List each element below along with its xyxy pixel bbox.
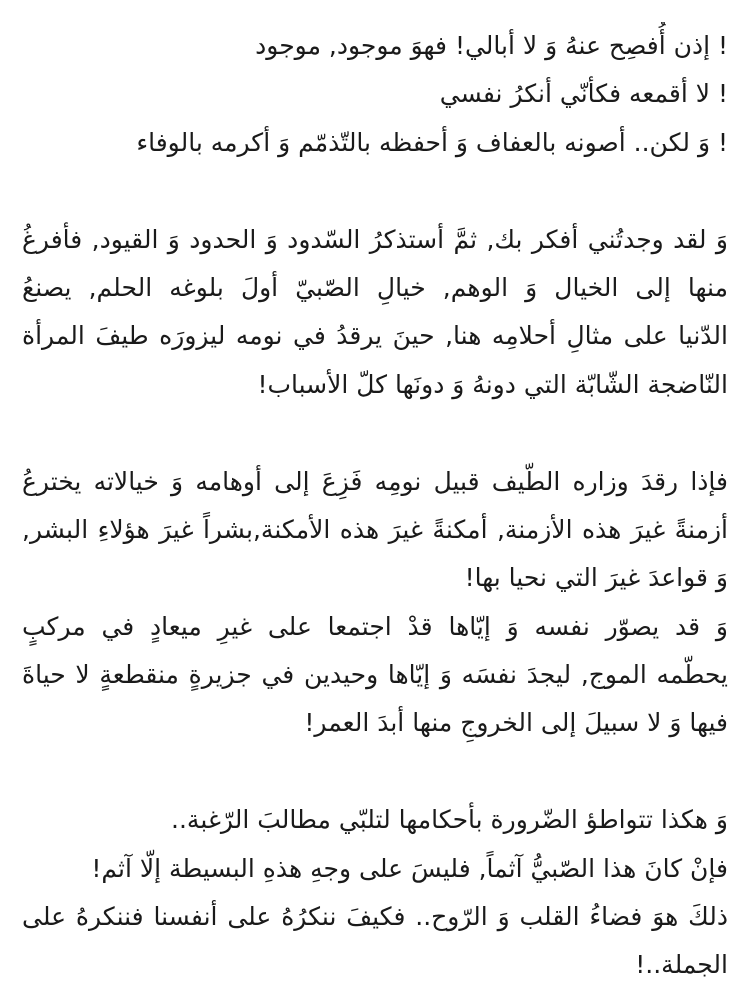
text-line: الدّنيا على مثالِ أحلامِه هنا, حينَ يرقدُ في نومه ليزورَه طيفَ المرأة bbox=[22, 321, 728, 351]
text-line: وَ هكذا تتواطؤ الضّرورة بأحكامها لتلبّي مطالبَ الرّغبة.. bbox=[171, 805, 728, 835]
text-line: فإذا رقدَ وزاره الطّيف قبيل نومِه فَزِعَ إلى أوهامه وَ خيالاته يخترعُ bbox=[22, 466, 728, 496]
paragraph-spacer bbox=[22, 409, 728, 457]
text-line: فيها وَ لا سبيلَ إلى الخروجِ منها أبدَ العمر! bbox=[304, 708, 728, 738]
text-line: ! لا أقمعه فكأنّي أنكرُ نفسي bbox=[439, 79, 728, 109]
text-line: النّاضجة الشّابّة التي دونهُ وَ دونَها كلّ الأسباب! bbox=[257, 369, 728, 399]
text-line: منها إلى الخيال وَ الوهم, خيالِ الصّبيّ أولَ بلوغه الحلم, يصنعُ bbox=[22, 272, 728, 302]
text-line: يحطّمه الموج, ليجدَ نفسَه وَ إيّاها وحيدين في جزيرةٍ منقطعةٍ لا حياةَ bbox=[22, 660, 728, 690]
article-text bbox=[22, 22, 728, 990]
paragraph-3 bbox=[22, 458, 728, 748]
text-line: فإنْ كانَ هذا الصّبيُّ آثماً, فليسَ على وجهِ هذهِ البسيطة إلّا آثم! bbox=[91, 853, 728, 883]
text-line: وَ قد يصوّر نفسه وَ إيّاها قدْ اجتمعا على غيرِ ميعادٍ في مركبٍ bbox=[22, 611, 728, 641]
text-line: الجملة..! bbox=[635, 950, 728, 980]
text-line: ! إذن أُفصِح عنهُ وَ لا أبالي! فهوَ موجود, موجود bbox=[255, 31, 728, 60]
paragraph-2 bbox=[22, 216, 728, 410]
text-line: وَ قواعدَ غيرَ التي نحيا بها! bbox=[464, 563, 728, 593]
text-line: ! وَ لكن.. أصونه بالعفاف وَ أحفظه بالتّذمّم وَ أكرمه بالوفاء bbox=[136, 127, 728, 157]
text-line: ذلكَ هوَ فضاءُ القلب وَ الرّوح.. فكيفَ ننكرُهُ على أنفسنا فننكرهُ على bbox=[22, 902, 728, 932]
paragraph-1 bbox=[22, 22, 728, 167]
text-line: وَ لقد وجدتُني أفكر بك, ثمَّ أستذكرُ السّدود وَ الحدود وَ القيود, فأفرغُ bbox=[22, 224, 728, 254]
text-line: أزمنةً غيرَ هذه الأزمنة, أمكنةً غيرَ هذه الأمكنة,بشراً غيرَ هؤلاءِ البشر, bbox=[22, 514, 728, 544]
paragraph-4 bbox=[22, 796, 728, 990]
paragraph-spacer bbox=[22, 748, 728, 796]
paragraph-spacer bbox=[22, 167, 728, 215]
